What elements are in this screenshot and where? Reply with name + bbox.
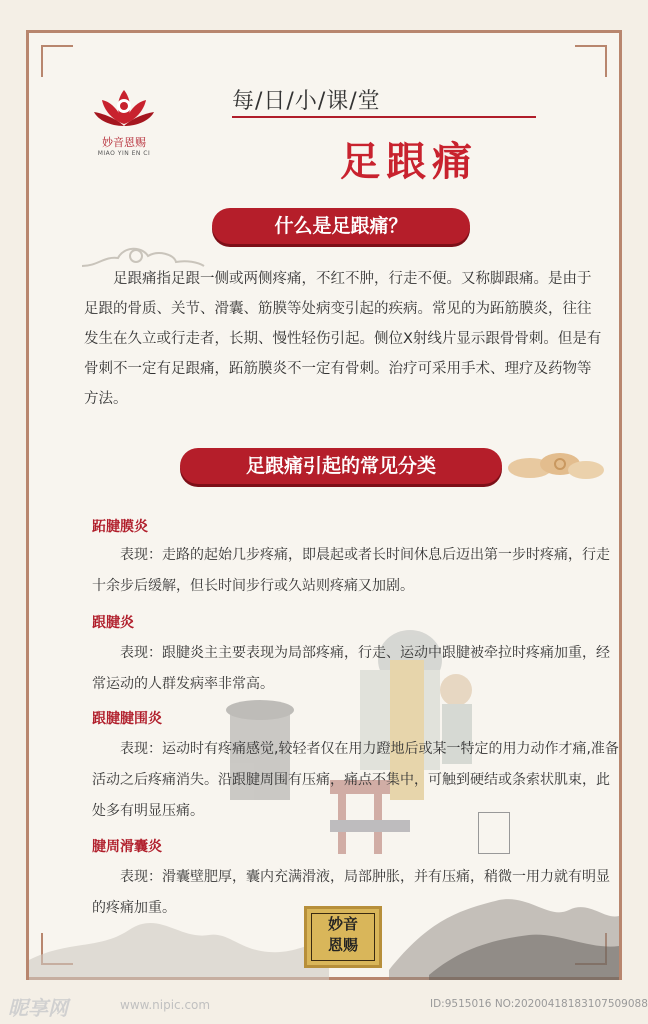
watermark-url: www.nipic.com — [120, 998, 211, 1012]
subtype-description: 表现：运动时有疼痛感觉,较轻者仅在用力蹬地后或某一特定的用力动作才痛,准备活动之后疼痛消失。沿跟腱周围有压痛，痛点不集中，可触到硬结或条索状肌束，此处多有明显压痛。 — [92, 741, 619, 819]
seal-line: 恩赐 — [327, 936, 358, 954]
subtype-title: 跟腱炎 — [92, 615, 134, 631]
title-divider — [232, 116, 536, 118]
intro-paragraph: 足跟痛指足跟一侧或两侧疼痛，不红不肿，行走不便。又称脚跟痛。是由于足跟的骨质、关节、滑囊、筋膜等处病变引起的疾病。常见的为跖筋膜炎，往往发生在久立或行走者，长期、慢性轻伤引起。侧位X射线片显示跟骨骨刺。但是有骨刺不一定有足跟痛，跖筋膜炎不一定有骨刺。治疗可采用手术、理疗及药物等方法。 — [84, 271, 602, 407]
section-banner-types: 足跟痛引起的常见分类 — [180, 448, 502, 484]
brand-name-en: MIAO YIN EN CI — [97, 150, 151, 157]
series-label: 每/日/小/课/堂 — [232, 89, 381, 114]
brand-seal — [304, 906, 382, 968]
page-title: 足跟痛 — [340, 138, 478, 185]
seal-line: 妙音 — [327, 915, 358, 933]
watermark-logo: 昵享网 — [8, 996, 68, 1020]
section-banner-what: 什么是足跟痛？ — [212, 208, 470, 244]
subtype-title: 跟腱腱围炎 — [92, 711, 162, 727]
image-id-text: ID:9515016 NO:20200418183107509088 — [430, 998, 648, 1010]
cloud-ornament-icon — [500, 448, 610, 484]
brand-name-cn: 妙音恩赐 — [102, 136, 146, 149]
frame-corner — [41, 45, 73, 77]
subtype-title: 跖腱膜炎 — [92, 519, 148, 535]
brand-logo — [86, 84, 162, 157]
subtype-description: 表现：走路的起始几步疼痛，即晨起或者长时间休息后迈出第一步时疼痛，行走十余步后缓解，但长时间步行或久站则疼痛又加剧。 — [92, 547, 610, 594]
frame-corner — [575, 45, 607, 77]
subtype-title: 腱周滑囊炎 — [92, 839, 162, 855]
lotus-icon — [92, 84, 156, 132]
subtype-description: 表现：滑囊壁肥厚，囊内充满滑液，局部肿胀，并有压痛，稍微一用力就有明显的疼痛加重。 — [92, 869, 610, 916]
subtype-description: 表现：跟腱炎主主要表现为局部疼痛，行走、运动中跟腱被牵拉时疼痛加重，经常运动的人群发病率非常高。 — [92, 645, 610, 692]
